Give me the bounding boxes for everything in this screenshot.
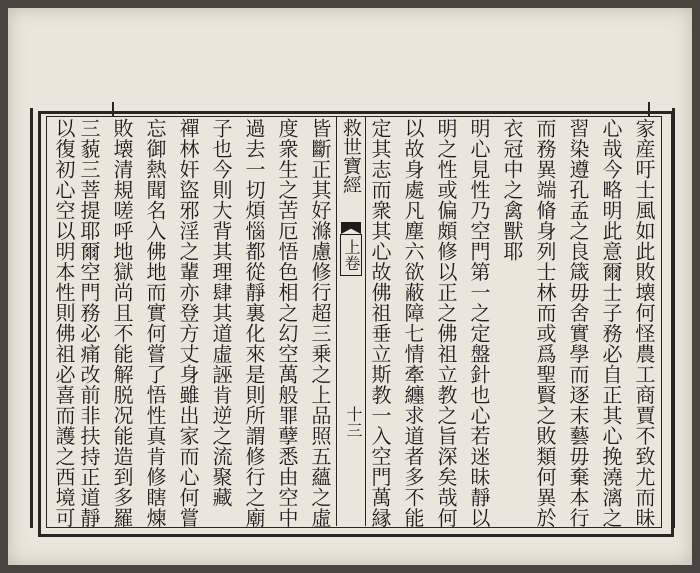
book-page [8, 8, 692, 565]
text-column: 子也今則大背其理肆其道虛誣肯逆之流聚藏 [209, 118, 233, 508]
fishtail-mark [341, 222, 361, 234]
book-title: 救世寶經 [340, 118, 362, 194]
text-column: 心哉今略明此意爾士子務必自正其心挽澆漓之 [599, 118, 623, 528]
text-column: 度衆生之苦厄悟色相之幻空萬般罪孽悉由空中 [275, 118, 299, 528]
text-column: 忘御熱聞名入佛地而實何嘗了悟性真肯修瞎煉 [143, 118, 167, 528]
text-column: 而務異端脩身列士林而或爲聖賢之敗類何異於 [533, 118, 557, 528]
text-column: 明心見性乃空門第一之定盤針也心若迷昧靜以 [467, 118, 491, 528]
text-column: 家産吁士風如此敗壊何怪農工商賈不致尤而昧 [632, 118, 656, 528]
text-column: 習染遵孔孟之良箴毋舍實學而逐末藝毋棄本行 [566, 118, 590, 528]
text-column: 三藐三菩提耶爾空門務必痛改前非扶持正道靜 [77, 118, 101, 528]
text-column: 皆斷正其好滌慮修行超三乗之上品照五蘊之虛 [308, 118, 332, 528]
text-column: 衣冠中之禽獸耶 [500, 118, 524, 262]
text-column: 過去一切煩惱都從靜裏化來是則所謂修行之廟 [242, 118, 266, 528]
center-fold-column [336, 116, 366, 526]
text-column: 敗壊清規嗟呼地獄尚且不能解脱况能造到多羅 [110, 118, 134, 528]
text-column: 明之性或偏頗修以正之佛祖立教之旨深矣哉何 [434, 118, 458, 528]
text-column: 定其志而衆其心故佛祖垂立斯教一入空門萬縁 [368, 118, 392, 528]
page-edge-line [30, 108, 33, 528]
juan-label: 上卷 [340, 234, 362, 276]
text-column: 以復初心空以明本性則佛祖必喜而護之西境可 [52, 118, 76, 528]
text-column: 以故身處凡塵六欲蔽障七情牽纏求道者多不能 [401, 118, 425, 528]
leaf-number: 十三 [344, 406, 363, 438]
text-column: 禪林奸盜邪淫之輩亦登方丈身雖出家而心何嘗 [176, 118, 200, 528]
